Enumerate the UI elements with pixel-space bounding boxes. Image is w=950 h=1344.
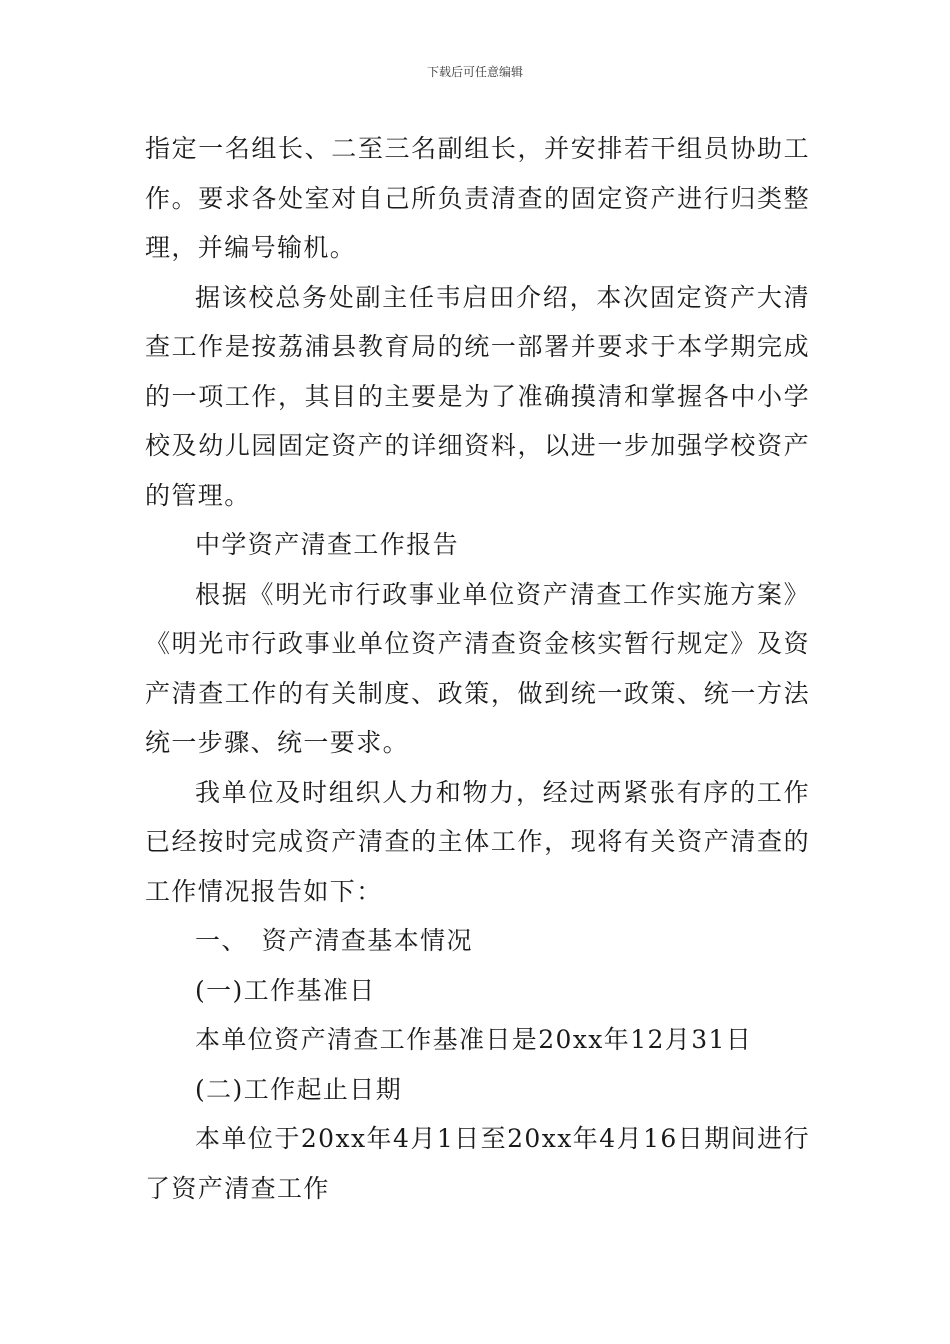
subsection-heading-1: (一)工作基准日 <box>195 975 376 1005</box>
subsection-heading-2: (二)工作起止日期 <box>195 1074 403 1104</box>
paragraph-4: 我单位及时组织人力和物力，经过两紧张有序的工作已经按时完成资产清查的主体工作，现将有关资产清查的工作情况报告如下： <box>145 777 810 906</box>
paragraph-1: 指定一名组长、二至三名副组长，并安排若干组员协助工作。要求各处室对自己所负责清查的固定资产进行归类整理，并编号输机。 <box>145 134 810 262</box>
paragraph-6: 本单位于20xx年4月1日至20xx年4月16日期间进行了资产清查工作 <box>145 1124 810 1203</box>
paragraph-3: 根据《明光市行政事业单位资产清查工作实施方案》《明光市行政事业单位资产清查资金核实暂行规定》及资产清查工作的有关制度、政策，做到统一政策、统一方法统一步骤、统一要求。 <box>145 579 810 757</box>
page-header: 下载后可任意编辑 <box>426 65 523 79</box>
paragraph-5: 本单位资产清查工作基准日是20xx年12月31日 <box>195 1025 753 1054</box>
paragraph-2: 据该校总务处副主任韦启田介绍，本次固定资产大清查工作是按荔浦县教育局的统一部署并要求于本学期完成的一项工作，其目的主要是为了准确摸清和掌握各中小学校及幼儿园固定资产的详细资料，以进一步加强学校资产的管理。 <box>145 282 810 510</box>
document-body <box>145 124 810 1213</box>
report-title: 中学资产清查工作报告 <box>195 530 460 559</box>
section-heading-1: 一、 资产清查基本情况 <box>195 926 473 955</box>
